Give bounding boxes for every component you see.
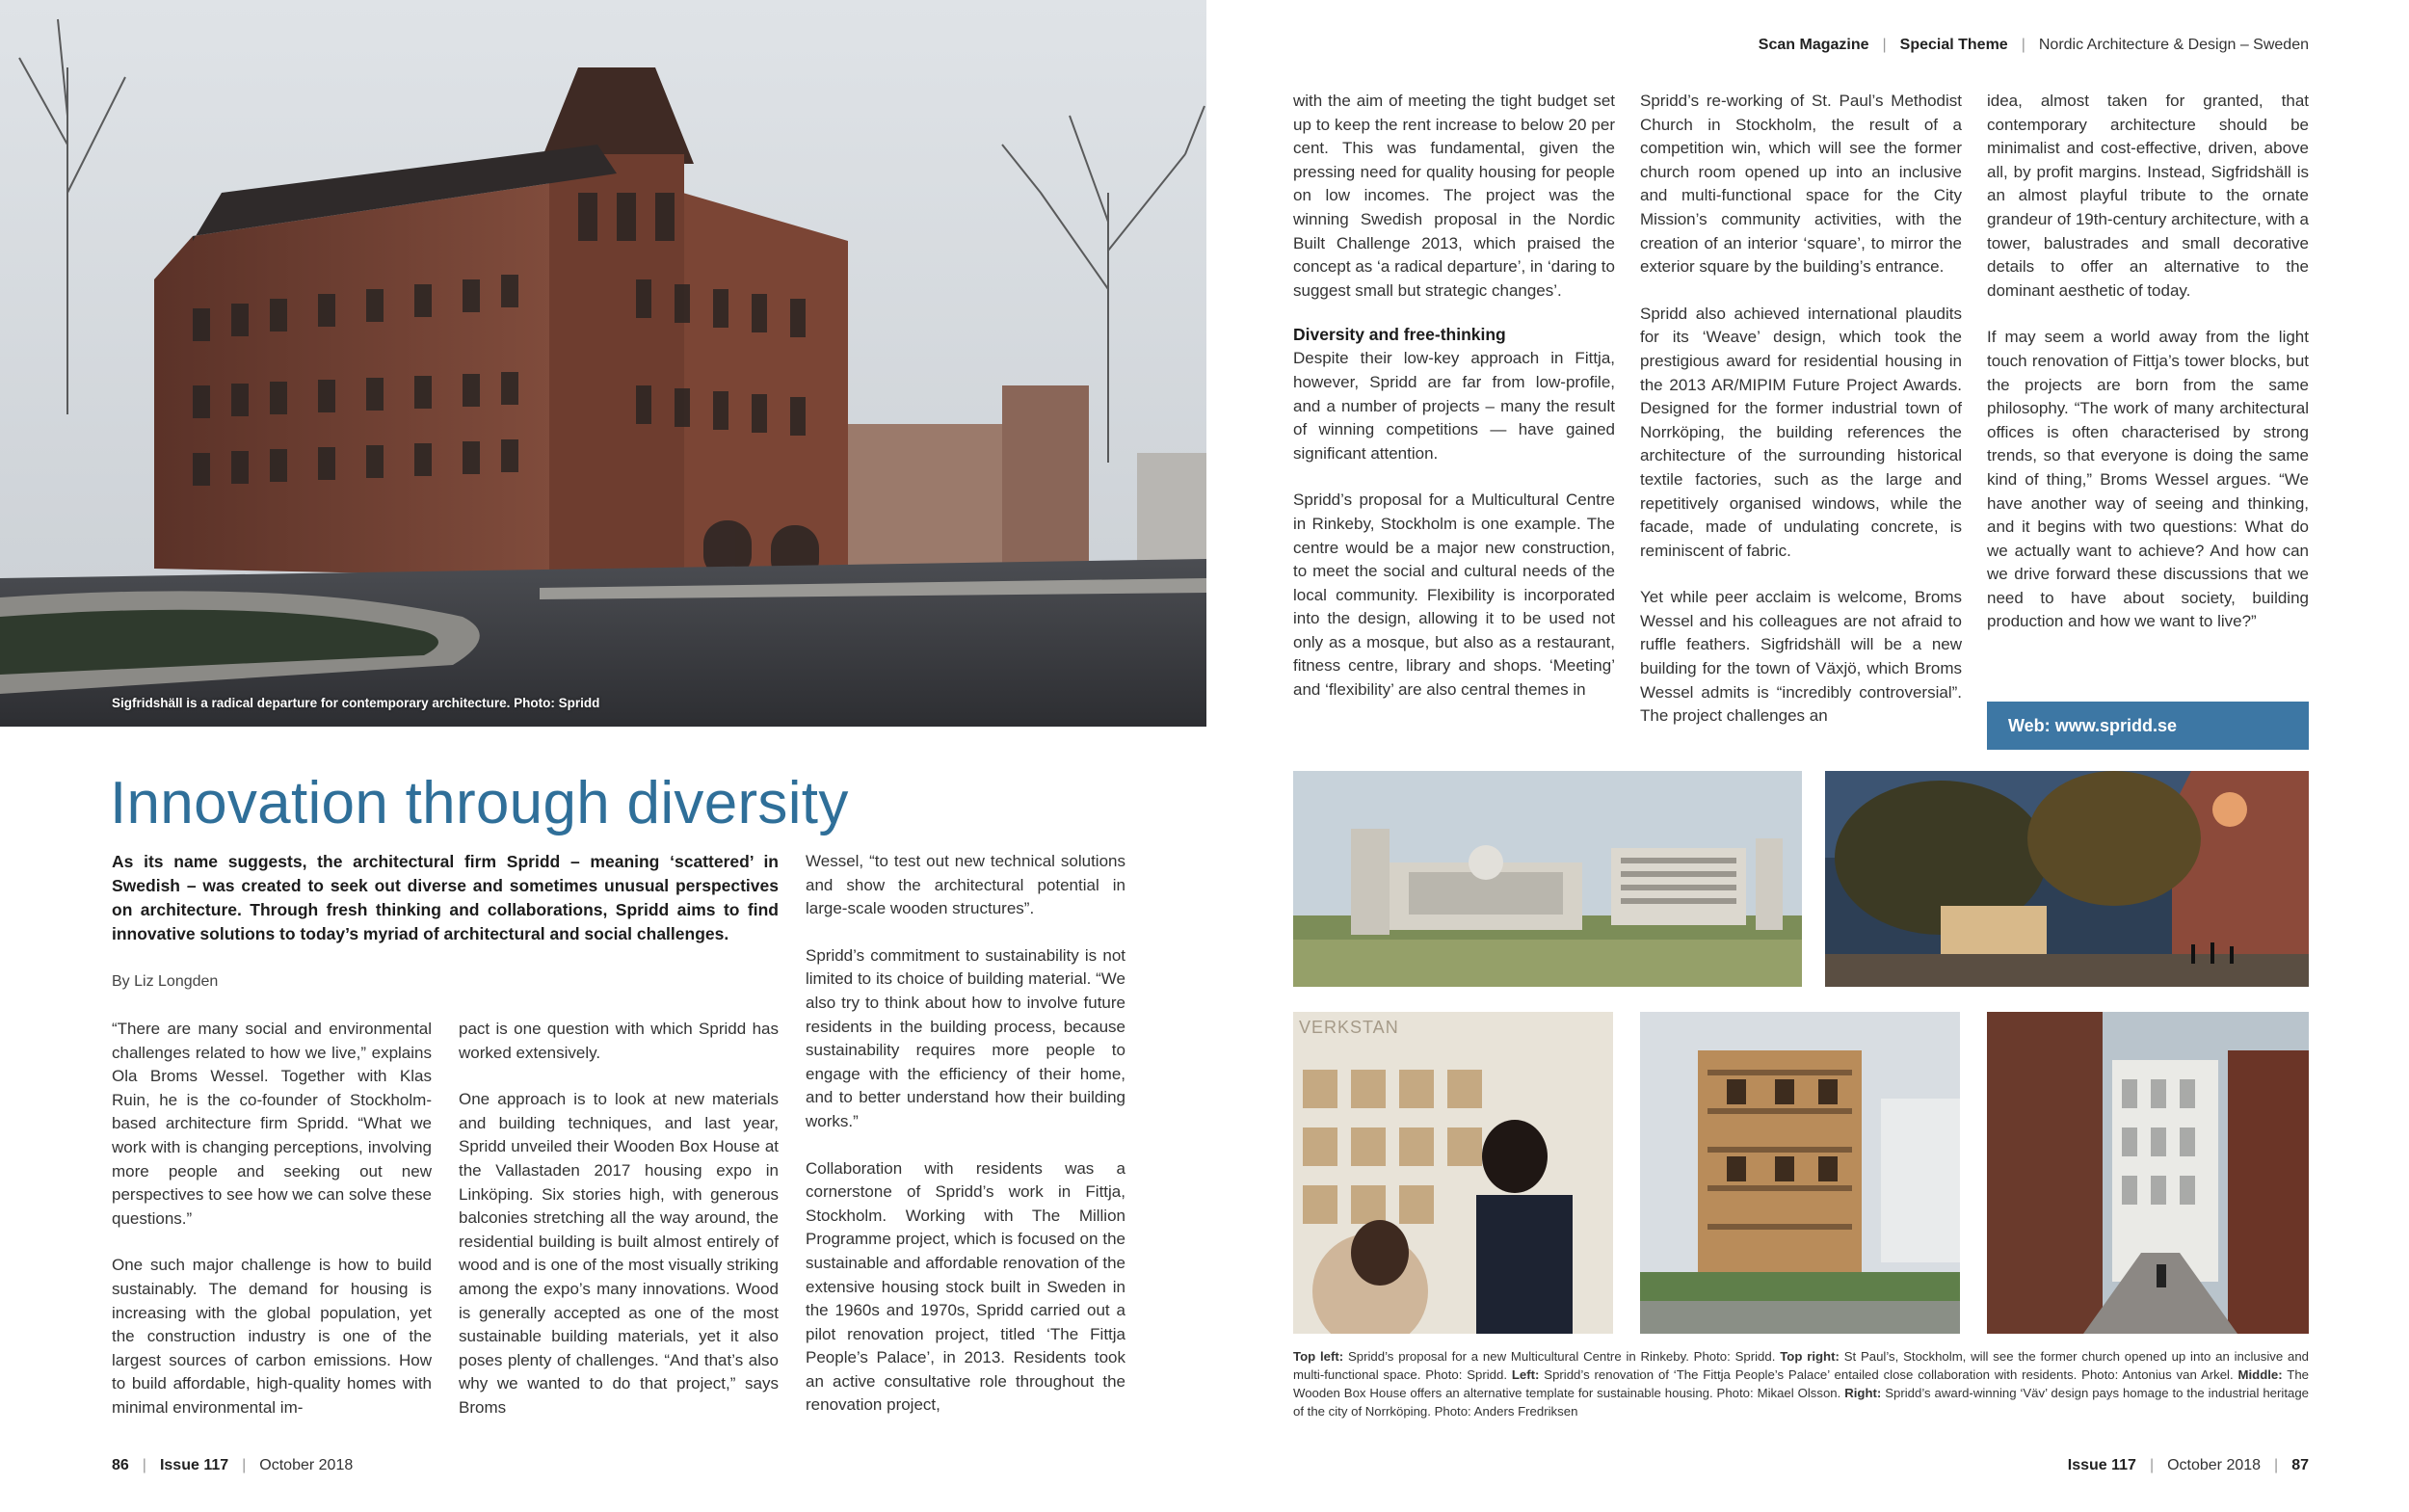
article-intro: As its name suggests, the architectural firm Spridd – meaning ‘scattered’ in Swedish – was created to seek out diverse and sometimes unusual perspectives on architecture. Through fresh thinking and collaborations, Spridd aims to find innovative solutions to today’s myriad of architectural and social challenges. (112, 852, 779, 943)
caption-label: Middle: (2237, 1367, 2283, 1382)
paragraph: Spridd’s re-working of St. Paul’s Methodist Church in Stockholm, the result of a competition win, which will see the former church room opened up into an inclusive and multi-functional space for the City Mission’s community activities, with the creation of an interior ‘square’, to mirror the exterior square by the building’s entrance. (1640, 92, 1962, 277)
issue-left: Issue 117 (159, 1457, 229, 1473)
byline: By Liz Longden (112, 973, 219, 990)
footer-left: 86 | Issue 117 | October 2018 (112, 1457, 354, 1473)
paragraph: One approach is to look at new materials and building techniques, and last year, Spridd unveiled their Wooden Box House at the Vallastaden 2017 housing expo in Linköping. Six stories high, with generous balconies stretching all the way around, the residential building is built almost entirely of wood and is one of the most visually striking among the expo’s many innovations. Wood is generally accepted as one of the most sustainable building materials, yet it also poses plenty of challenges. “And that’s also why we wanted to do that project,” says Broms (459, 1090, 779, 1417)
paragraph: Yet while peer acclaim is welcome, Broms Wessel and his colleagues are not afraid to ruffle feathers. Sigfridshäll will be a new building for the town of Växjö, which Broms Wessel admits is “incredibly controversial”. The project challenges an (1640, 588, 1962, 726)
issue-right: Issue 117 (2067, 1457, 2136, 1473)
paragraph: idea, almost taken for granted, that contemporary architecture should be minimalist and cost-effective, driven, above all, by profit margins. Instead, Sigfridshäll is an almost playful tribute to the ornate grandeur of 19th-century architecture, with a tower, balustrades and small decorative details to offer an alternative to the dominant aesthetic of today. (1987, 92, 2309, 300)
caption-text: Spridd’s proposal for a new Multicultural Centre in Rinkeby. Photo: Spridd. (1343, 1349, 1781, 1364)
date-left: October 2018 (259, 1457, 354, 1473)
article-column-1 (112, 1018, 432, 1444)
paragraph: If may seem a world away from the light touch renovation of Fittja’s tower blocks, but the projects are born from the same philosophy. “The work of many architectural offices is often characterised by strong trends, so that everyone is doing the same kind of thing,” Broms Wessel argues. “We have another way of seeing and thinking, and it begins with two questions: What do we actually want to achieve? And how can we drive forward these discussions that we need to have about society, building production and how we want to live?” (1987, 328, 2309, 631)
caption-text: The Wooden Box House offers an alternative template for sustainable housing. Photo: Mikael Olsson. (1293, 1367, 2309, 1400)
caption-label: Top right: (1780, 1349, 1840, 1364)
article-column-5 (1640, 90, 1962, 752)
paragraph: Despite their low-key approach in Fittja, however, Spridd are far from low-profile, and a number of projects – many the result of winning competitions — have gained significant attention. (1293, 349, 1615, 463)
special-theme: Special Theme (1899, 37, 2008, 53)
magazine-name: Scan Magazine (1758, 37, 1869, 53)
subheading: Diversity and free-thinking (1293, 325, 1506, 345)
paragraph: Spridd also achieved international plaudits for its ‘Weave’ design, which took the prestigious award for residential housing in the 2013 AR/MIPIM Future Project Awards. Designed for the former industrial town of Norrköping, the building references the architecture of the surrounding historical textile factories, such as the large and repetitively organised windows, while the facade, made of undulating concrete, is reminiscent of fabric. (1640, 304, 1962, 560)
caption-label: Top left: (1293, 1349, 1344, 1364)
article-column-4 (1293, 90, 1615, 726)
paragraph: Wessel, “to test out new technical solutions and show the architectural potential in large-scale wooden structures”. (806, 852, 1125, 918)
footer-right: Issue 117 | October 2018 | 87 (2067, 1457, 2309, 1473)
paragraph: Spridd’s commitment to sustainability is not limited to its choice of building material. “We also try to think about how to involve future residents in the building process, because sustainability requires more people to engage with the efficiency of their home, and to better understand how their building works.” (806, 945, 1125, 1130)
article-column-3 (806, 850, 1125, 1441)
caption-label: Left: (1511, 1367, 1540, 1382)
section-name: Nordic Architecture & Design – Sweden (2038, 37, 2309, 53)
paragraph: Spridd’s proposal for a Multicultural Centre in Rinkeby, Stockholm is one example. The centre would be a major new construction, to meet the social and cultural needs of the local community. Flexibility is incorporated into the design, allowing it to be used not only as a mosque, but also as a restaurant, fitness centre, library and shops. ‘Meeting’ and ‘flexibility’ are also central themes in (1293, 491, 1615, 700)
paragraph: with the aim of meeting the tight budget set up to keep the rent increase to below 20 per cent. This was fundamental, given the pressing need for quality housing for people on low incomes. The project was the winning Swedish proposal in the Nordic Built Challenge 2013, which praised the concept as ‘a radical departure’, in ‘daring to suggest small but strategic changes’. (1293, 92, 1615, 300)
photo-fittja-palace (1293, 1012, 1613, 1334)
caption-text: Spridd’s renovation of ‘The Fittja People’s Palace’ entailed close collaboration with residents. Photo: Antonius van Arkel. (1539, 1367, 2238, 1382)
web-url[interactable]: www.spridd.se (2054, 716, 2178, 735)
paragraph: pact is one question with which Spridd has worked extensively. (459, 1020, 779, 1062)
page-number-right: 87 (2291, 1457, 2309, 1473)
paragraph: Collaboration with residents was a cornerstone of Spridd’s work in Fittja, Stockholm. Working with The Million Programme project, which is focused on the sustainable and affordable renovation of the extensive housing stock built in Sweden in the 1960s and 1970s, Spridd carried out a pilot renovation project, titled ‘The Fittja People’s Palace’, in 2013. Residents took an active consultative role throughout the renovation project, (806, 1158, 1125, 1415)
article-column-2 (459, 1018, 779, 1444)
page-number-left: 86 (112, 1457, 129, 1473)
paragraph: One such major challenge is how to build sustainably. The demand for housing is increasing with the global population, yet the construction industry is one of the largest sources of carbon emissions. How to build affordable, high-quality homes with minimal environmental im- (112, 1256, 432, 1417)
verkstan-sign: VERKSTAN (1299, 1018, 1399, 1037)
paragraph: “There are many social and environmental challenges related to how we live,” explains Ola Broms Wessel. Together with Klas Ruin, he is the co-founder of Stockholm-based architecture firm Spridd. “What we work with is changing perceptions, involving more people and seeking out new perspectives to see how we can solve these questions.” (112, 1020, 432, 1228)
web-label: Web: (2008, 716, 2051, 735)
date-right: October 2018 (2167, 1457, 2262, 1473)
caption-text: Spridd’s award-winning ‘Väv’ design pays homage to the industrial heritage of the city of Norrköping. Photo: Anders Fredriksen (1293, 1386, 2309, 1419)
article-column-6 (1987, 90, 2309, 657)
photo-wooden-box-house (1640, 1012, 1960, 1334)
running-header: Scan Magazine | Special Theme | Nordic Architecture & Design – Sweden (1758, 37, 2309, 53)
caption-label: Right: (1844, 1386, 1882, 1400)
photo-vav-norrkoping (1987, 1012, 2309, 1334)
hero-caption: Sigfridshäll is a radical departure for contemporary architecture. Photo: Spridd (112, 696, 600, 710)
gallery-caption (1293, 1347, 2309, 1420)
web-link-box[interactable] (1987, 702, 2309, 750)
caption-text: St Paul’s, Stockholm, will see the former church opened up into an inclusive and multi-functional space. Photo: Spridd. (1293, 1349, 2309, 1382)
photo-rinkeby-centre (1293, 771, 1802, 987)
photo-st-pauls (1825, 771, 2309, 987)
article-title: Innovation through diversity (110, 770, 849, 836)
hero-photo (0, 0, 1206, 727)
